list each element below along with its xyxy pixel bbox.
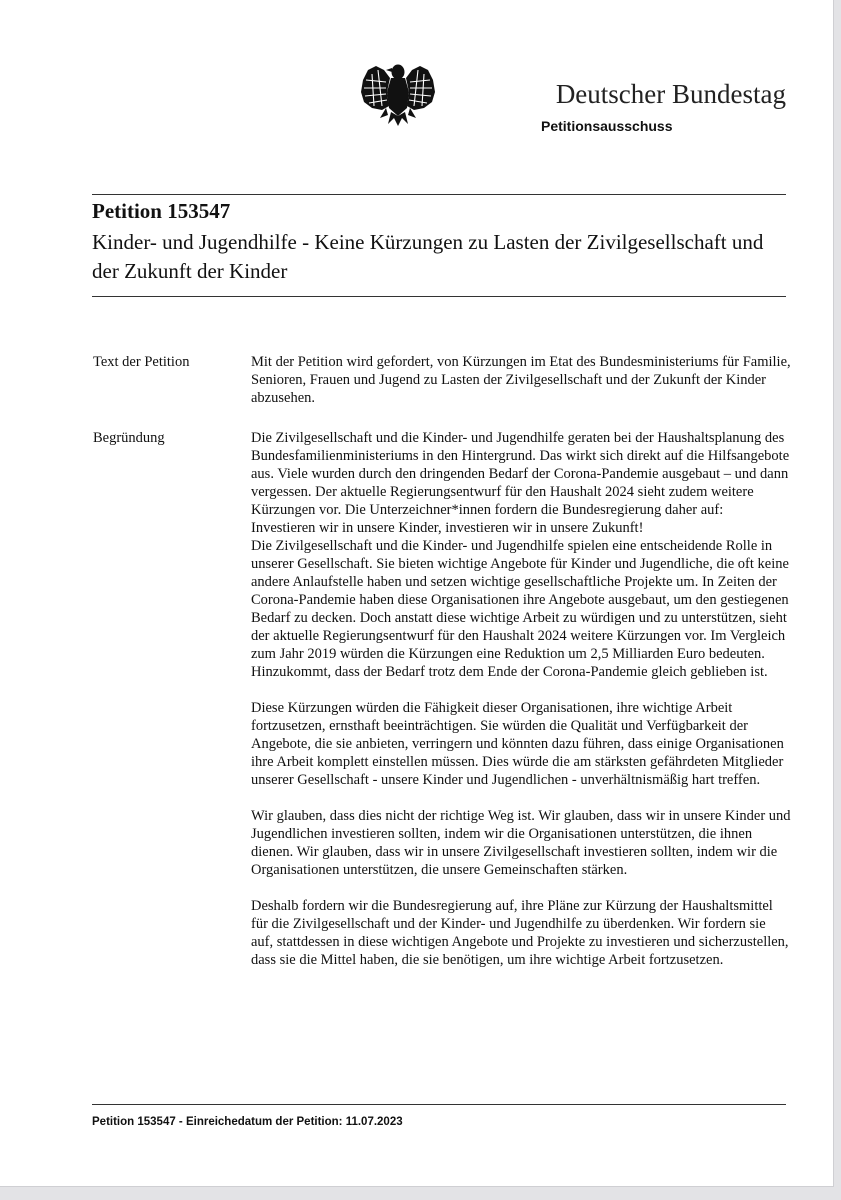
organization-name: Deutscher Bundestag (555, 79, 786, 109)
footer-text: Petition 153547 - Einreichedatum der Petition: 11.07.2023 (92, 1116, 403, 1128)
reason-paragraph: Deshalb fordern wir die Bundesregierung auf, ihre Pläne zur Kürzung der Haushaltsmittel für die Zivilgesellschaft und der Kinder- und Jugendhilfe zu überdenken. Wir fordern sie auf, stattdessen in diese wichtigen Angebote und Projekte zu investieren und sicherzustellen, dass sie die Mittel haben, die sie benötigen, um ihre wichtige Arbeit fortzusetzen. (251, 898, 789, 968)
reason-paragraph: Die Zivilgesellschaft und die Kinder- und Jugendhilfe spielen eine entscheidende Rolle in unserer Gesellschaft. Sie bieten wichtige Angebote für Kinder und Jugendliche, die oft keine andere Anlaufstelle haben und setzen wichtige gesellschaftliche Projekte um. In Zeiten der Corona-Pandemie haben diese Organisationen ihre Angebote ausgebaut, um den gestiegenen Bedarf zu decken. Doch anstatt diese wichtige Arbeit zu würdigen und zu unterstützen, sieht der aktuelle Regierungsentwurf für den Haushalt 2024 weitere Kürzungen vor. Im Vergleich zum Jahr 2019 würden die Kürzungen eine Reduktion um 2,5 Milliarden Euro bedeuten. Hinzukommt, dass der Bedarf trotz dem Ende der Corona-Pandemie gleich geblieben ist. (251, 538, 789, 680)
petition-text-body: Mit der Petition wird gefordert, von Kürzungen im Etat des Bundesministeriums für Familie, Senioren, Frauen und Jugend zu Lasten der Zivilgesellschaft und der Zukunft der Kinder abzusehen. (251, 354, 791, 406)
petition-title: Kinder- und Jugendhilfe - Keine Kürzungen zu Lasten der Zivilgesellschaft und der Zukunft der Kinder (92, 230, 764, 283)
divider-footer (92, 1104, 786, 1105)
reason-paragraph: Diese Kürzungen würden die Fähigkeit dieser Organisationen, ihre wichtige Arbeit fortzusetzen, ernsthaft beeinträchtigen. Sie würden die Qualität und Verfügbarkeit der Angebote, die sie anbieten, verringern und könnten dazu führen, dass einige Organisationen ihre Arbeit komplett einstellen müssen. Dies würde die am stärksten gefährdeten Mitglieder unserer Gesellschaft - unsere Kinder und Jugendlichen - unverhältnismäßig hart treffen. (251, 700, 784, 788)
reason-paragraph: Wir glauben, dass dies nicht der richtige Weg ist. Wir glauben, dass wir in unsere Kinder und Jugendlichen investieren sollten, indem wir die Organisationen unterstützen, die ihnen dienen. Wir glauben, dass wir in unsere Zivilgesellschaft investieren sollten, indem wir die Organisationen unterstützen, die unsere Gemeinschaften stärken. (251, 808, 791, 878)
label-begruendung: Begründung (93, 430, 165, 446)
divider-top (92, 194, 786, 195)
reason-text (251, 429, 791, 969)
petition-text (251, 353, 791, 407)
petition-number: Petition 153547 (92, 199, 231, 223)
label-text-der-petition: Text der Petition (93, 354, 190, 370)
divider-title (92, 296, 786, 297)
reason-paragraph: Die Zivilgesellschaft und die Kinder- und Jugendhilfe geraten bei der Haushaltsplanung des Bundesfamilienministeriums in den Hintergrund. Das wirkt sich direkt auf die Hilfsangebote aus. Viele wurden durch den dringenden Bedarf der Corona-Pandemie ausgebaut – und dann vergessen. Der aktuelle Regierungsentwurf für den Haushalt 2024 sieht zudem weitere Kürzungen vor. Die Unterzeichner*innen fordern die Bundesregierung daher auf: Investieren wir in unsere Kinder, investieren wir in unsere Zukunft! (251, 430, 790, 536)
committee-name: Petitionsausschuss (541, 118, 673, 134)
